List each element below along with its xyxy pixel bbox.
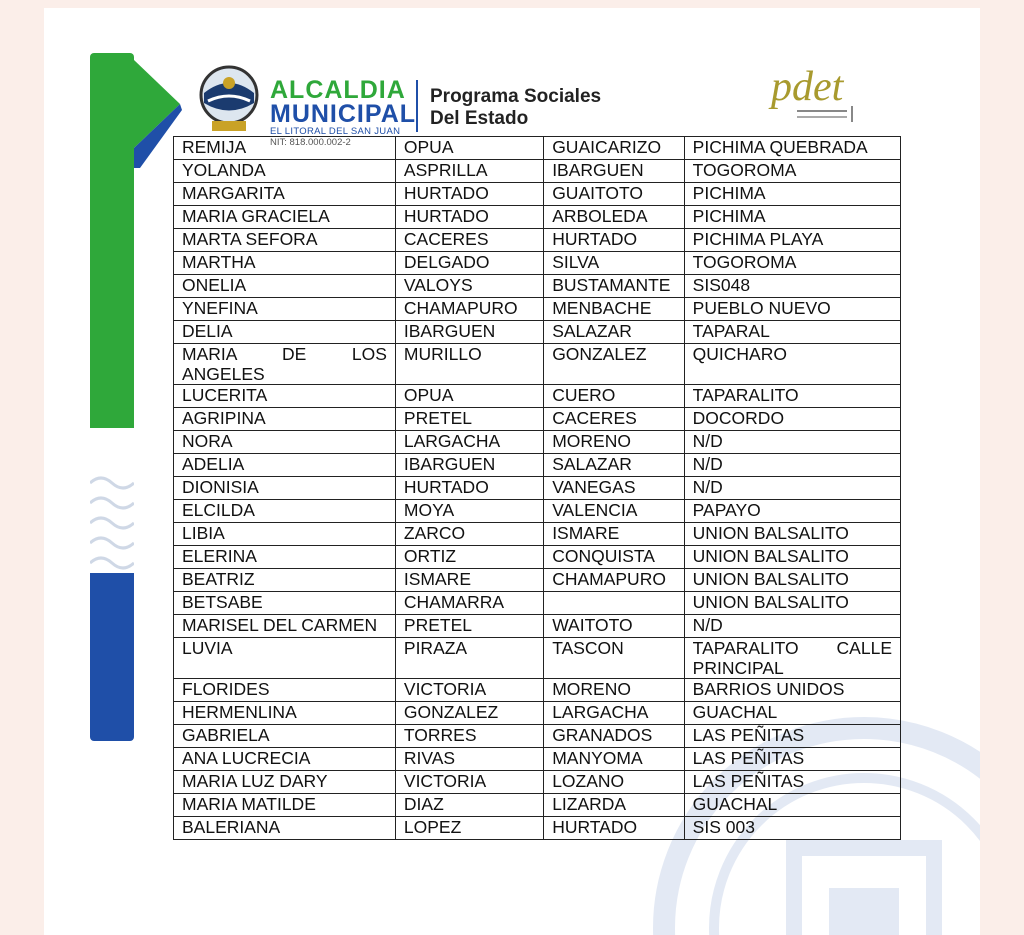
first-name-cell: YOLANDA xyxy=(174,160,396,183)
location-cell: UNION BALSALITO xyxy=(684,546,900,569)
location-cell: PICHIMA xyxy=(684,183,900,206)
brand-subtitle: EL LITORAL DEL SAN JUAN xyxy=(270,126,401,137)
location-cell: TAPARALITO xyxy=(684,385,900,408)
surname-cell: PRETEL xyxy=(395,408,543,431)
table-row xyxy=(174,431,901,454)
surname-cell: OPUA xyxy=(395,385,543,408)
second-surname-cell: GUAICARIZO xyxy=(544,137,684,160)
table-row xyxy=(174,523,901,546)
second-surname-cell: LARGACHA xyxy=(544,702,684,725)
second-surname-cell: ARBOLEDA xyxy=(544,206,684,229)
location-cell: PAPAYO xyxy=(684,500,900,523)
table-row xyxy=(174,206,901,229)
location-cell: N/D xyxy=(684,431,900,454)
first-name-cell: AGRIPINA xyxy=(174,408,396,431)
surname-cell: MOYA xyxy=(395,500,543,523)
second-surname-cell: CACERES xyxy=(544,408,684,431)
location-cell: LAS PEÑITAS xyxy=(684,748,900,771)
surname-cell: VICTORIA xyxy=(395,679,543,702)
surname-cell: RIVAS xyxy=(395,748,543,771)
first-name-cell: GABRIELA xyxy=(174,725,396,748)
second-surname-cell: SALAZAR xyxy=(544,321,684,344)
table-row xyxy=(174,229,901,252)
side-color-bar xyxy=(90,53,134,741)
location-cell: GUACHAL xyxy=(684,702,900,725)
surname-cell: DELGADO xyxy=(395,252,543,275)
first-name-cell: DELIA xyxy=(174,321,396,344)
program-title-line2: Del Estado xyxy=(430,108,529,129)
beneficiaries-table xyxy=(173,136,901,840)
location-cell: SIS 003 xyxy=(684,817,900,840)
first-name-cell: FLORIDES xyxy=(174,679,396,702)
location-cell: BARRIOS UNIDOS xyxy=(684,679,900,702)
location-cell: N/D xyxy=(684,615,900,638)
location-cell: TOGOROMA xyxy=(684,252,900,275)
table-row xyxy=(174,569,901,592)
second-surname-cell: GRANADOS xyxy=(544,725,684,748)
program-title xyxy=(430,86,601,130)
location-cell: TOGOROMA xyxy=(684,160,900,183)
second-surname-cell: IBARGUEN xyxy=(544,160,684,183)
table-row xyxy=(174,477,901,500)
location-cell: UNION BALSALITO xyxy=(684,569,900,592)
table-row xyxy=(174,252,901,275)
first-name-cell: MARIA DE LOS ANGELES xyxy=(174,344,396,385)
surname-cell: ORTIZ xyxy=(395,546,543,569)
surname-cell: VICTORIA xyxy=(395,771,543,794)
table-row xyxy=(174,298,901,321)
location-cell: PICHIMA PLAYA xyxy=(684,229,900,252)
wave-pattern-icon xyxy=(90,473,134,573)
table-row xyxy=(174,183,901,206)
second-surname-cell: GUAITOTO xyxy=(544,183,684,206)
first-name-cell: ANA LUCRECIA xyxy=(174,748,396,771)
surname-cell: ASPRILLA xyxy=(395,160,543,183)
surname-cell: HURTADO xyxy=(395,206,543,229)
surname-cell: HURTADO xyxy=(395,183,543,206)
second-surname-cell: GONZALEZ xyxy=(544,344,684,385)
table-row xyxy=(174,454,901,477)
second-surname-cell: VALENCIA xyxy=(544,500,684,523)
surname-cell: HURTADO xyxy=(395,477,543,500)
table-row xyxy=(174,748,901,771)
first-name-cell: MARISEL DEL CARMEN xyxy=(174,615,396,638)
surname-cell: DIAZ xyxy=(395,794,543,817)
second-surname-cell: HURTADO xyxy=(544,817,684,840)
first-name-cell: REMIJA xyxy=(174,137,396,160)
surname-cell: PRETEL xyxy=(395,615,543,638)
surname-cell: CHAMAPURO xyxy=(395,298,543,321)
second-surname-cell: LOZANO xyxy=(544,771,684,794)
location-cell: N/D xyxy=(684,477,900,500)
second-surname-cell: BUSTAMANTE xyxy=(544,275,684,298)
surname-cell: IBARGUEN xyxy=(395,454,543,477)
second-surname-cell: MANYOMA xyxy=(544,748,684,771)
table-row xyxy=(174,817,901,840)
surname-cell: IBARGUEN xyxy=(395,321,543,344)
surname-cell: MURILLO xyxy=(395,344,543,385)
first-name-cell: DIONISIA xyxy=(174,477,396,500)
surname-cell: LOPEZ xyxy=(395,817,543,840)
surname-cell: OPUA xyxy=(395,137,543,160)
table-row xyxy=(174,638,901,679)
second-surname-cell: SILVA xyxy=(544,252,684,275)
location-cell: QUICHARO xyxy=(684,344,900,385)
document-page xyxy=(44,8,980,935)
first-name-cell: LUVIA xyxy=(174,638,396,679)
table-row xyxy=(174,137,901,160)
location-cell: TAPARAL xyxy=(684,321,900,344)
first-name-cell: MARTHA xyxy=(174,252,396,275)
location-cell: DOCORDO xyxy=(684,408,900,431)
table-row xyxy=(174,385,901,408)
first-name-cell: ADELIA xyxy=(174,454,396,477)
second-surname-cell xyxy=(544,592,684,615)
surname-cell: GONZALEZ xyxy=(395,702,543,725)
table-row xyxy=(174,725,901,748)
surname-cell: CACERES xyxy=(395,229,543,252)
surname-cell: CHAMARRA xyxy=(395,592,543,615)
first-name-cell: MARIA GRACIELA xyxy=(174,206,396,229)
location-cell: UNION BALSALITO xyxy=(684,592,900,615)
second-surname-cell: WAITOTO xyxy=(544,615,684,638)
first-name-cell: LIBIA xyxy=(174,523,396,546)
first-name-cell: NORA xyxy=(174,431,396,454)
first-name-cell: YNEFINA xyxy=(174,298,396,321)
first-name-cell: ELCILDA xyxy=(174,500,396,523)
second-surname-cell: LIZARDA xyxy=(544,794,684,817)
program-title-line1: Programa Sociales xyxy=(430,86,602,107)
location-cell: GUACHAL xyxy=(684,794,900,817)
first-name-cell: ELERINA xyxy=(174,546,396,569)
first-name-cell: ONELIA xyxy=(174,275,396,298)
pdet-logo-text: pdet xyxy=(771,64,844,110)
second-surname-cell: MORENO xyxy=(544,431,684,454)
table-row xyxy=(174,615,901,638)
location-cell: LAS PEÑITAS xyxy=(684,725,900,748)
table-row xyxy=(174,771,901,794)
table-row xyxy=(174,160,901,183)
brand-title-municipal: MUNICIPAL xyxy=(270,100,417,128)
location-cell: PICHIMA xyxy=(684,206,900,229)
brand-title-alcaldia: ALCALDIA xyxy=(270,76,406,104)
location-cell: UNION BALSALITO xyxy=(684,523,900,546)
brand-nit: NIT: 818.000.002-2 xyxy=(270,137,351,148)
first-name-cell: MARGARITA xyxy=(174,183,396,206)
location-cell: PICHIMA QUEBRADA xyxy=(684,137,900,160)
table-row xyxy=(174,408,901,431)
table-row xyxy=(174,592,901,615)
table-row xyxy=(174,500,901,523)
location-cell: TAPARALITO CALLE PRINCIPAL xyxy=(684,638,900,679)
location-cell: SIS048 xyxy=(684,275,900,298)
second-surname-cell: HURTADO xyxy=(544,229,684,252)
table-row xyxy=(174,546,901,569)
first-name-cell: HERMENLINA xyxy=(174,702,396,725)
location-cell: LAS PEÑITAS xyxy=(684,771,900,794)
surname-cell: ISMARE xyxy=(395,569,543,592)
first-name-cell: BEATRIZ xyxy=(174,569,396,592)
second-surname-cell: VANEGAS xyxy=(544,477,684,500)
first-name-cell: MARIA MATILDE xyxy=(174,794,396,817)
second-surname-cell: TASCON xyxy=(544,638,684,679)
second-surname-cell: ISMARE xyxy=(544,523,684,546)
second-surname-cell: CONQUISTA xyxy=(544,546,684,569)
second-surname-cell: MENBACHE xyxy=(544,298,684,321)
second-surname-cell: CUERO xyxy=(544,385,684,408)
surname-cell: VALOYS xyxy=(395,275,543,298)
table-row xyxy=(174,321,901,344)
second-surname-cell: SALAZAR xyxy=(544,454,684,477)
header-divider xyxy=(416,80,418,132)
pdet-logo-icon xyxy=(767,60,867,130)
table-row xyxy=(174,794,901,817)
table-body xyxy=(174,137,901,840)
surname-cell: ZARCO xyxy=(395,523,543,546)
table-row xyxy=(174,344,901,385)
second-surname-cell: CHAMAPURO xyxy=(544,569,684,592)
first-name-cell: BALERIANA xyxy=(174,817,396,840)
second-surname-cell: MORENO xyxy=(544,679,684,702)
location-cell: PUEBLO NUEVO xyxy=(684,298,900,321)
municipal-seal-icon xyxy=(194,63,264,137)
table-row xyxy=(174,702,901,725)
first-name-cell: LUCERITA xyxy=(174,385,396,408)
first-name-cell: BETSABE xyxy=(174,592,396,615)
surname-cell: TORRES xyxy=(395,725,543,748)
first-name-cell: MARTA SEFORA xyxy=(174,229,396,252)
location-cell: N/D xyxy=(684,454,900,477)
first-name-cell: MARIA LUZ DARY xyxy=(174,771,396,794)
surname-cell: PIRAZA xyxy=(395,638,543,679)
surname-cell: LARGACHA xyxy=(395,431,543,454)
table-row xyxy=(174,275,901,298)
table-row xyxy=(174,679,901,702)
